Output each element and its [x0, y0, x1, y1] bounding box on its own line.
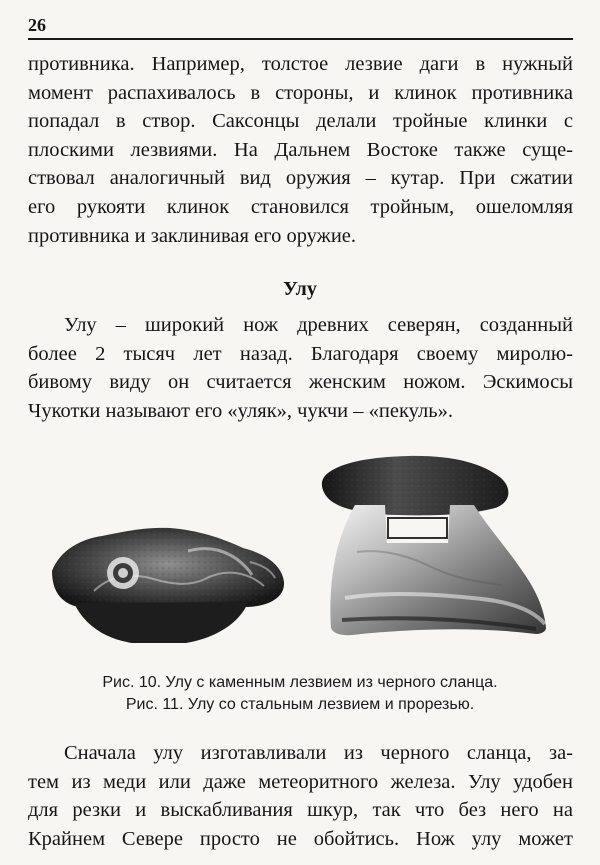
text-line: более 2 тысяч лет назад. Благодаря своему миролю- — [28, 342, 573, 365]
figure-caption: Рис. 11. Улу со стальным лезвием и прорезью. — [125, 696, 475, 713]
page-number: 26 — [28, 15, 46, 35]
steel-ulu-illustration — [322, 456, 546, 635]
figure-caption: Рис. 10. Улу с каменным лезвием из черного сланца. — [102, 674, 498, 691]
text-line: момент распахивалось в стороны, и клинок противника — [28, 81, 573, 104]
text-line: ствовал аналогичный вид оружия – кутар. При сжатии — [28, 167, 573, 190]
intro-paragraph — [28, 50, 573, 250]
text-line: его рукояти клинок становился тройным, ошеломляя — [28, 195, 573, 218]
text-line: Сначала улу изготавливали из черного сланца, за- — [64, 742, 573, 764]
text-line: бивому виду он считается женским ножом. Эскимосы — [28, 371, 573, 394]
text-line: Улу – широкий нож древних северян, созданный — [64, 314, 573, 336]
text-line: Крайнем Севере просто не обойтись. Нож улу может — [28, 827, 573, 850]
text-line: Чукотки называют его «уляк», чукчи – «пекуль». — [28, 399, 453, 422]
text-line: противника и заклинивая его оружие. — [28, 224, 357, 247]
text-line: тем из меди или даже метеоритного железа. Улу удобен — [28, 770, 573, 793]
text-line: для резки и выскабливания шкур, так что без него на — [28, 799, 573, 822]
closing-paragraph — [28, 739, 573, 853]
ulu-figures — [0, 447, 600, 667]
section-title: Улу — [283, 278, 317, 300]
ulu-illustrations — [0, 447, 600, 667]
ulu-paragraph — [28, 311, 573, 425]
text-line: попадал в створ. Саксонцы делали тройные клинки с — [28, 110, 573, 133]
page-header — [28, 8, 573, 40]
stone-ulu-illustration — [52, 528, 284, 643]
text-line: противника. Например, толстое лезвие даги в нужный — [28, 53, 573, 75]
figure-captions — [0, 672, 600, 716]
text-line: плоскими лезвиями. На Дальнем Востоке также суще- — [28, 138, 573, 161]
